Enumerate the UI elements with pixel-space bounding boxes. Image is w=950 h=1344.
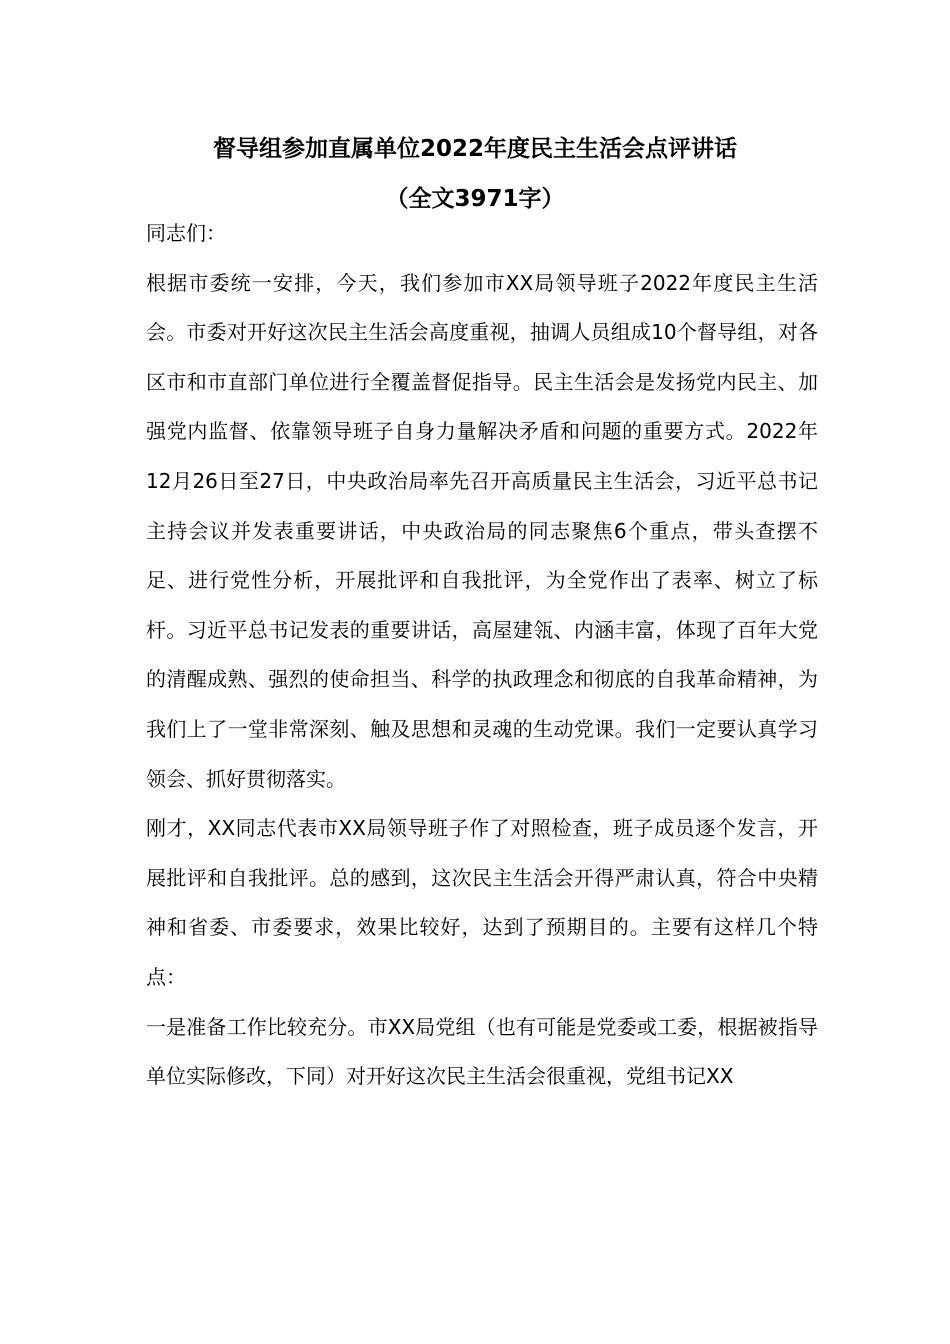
paragraph-3: 一是准备工作比较充分。市XX局党组（也有可能是党委或工委，根据被指导单位实际修改，下同）对开好这次民主生活会很重视，党组书记XX bbox=[146, 1014, 818, 1089]
paragraph-1: 根据市委统一安排，今天，我们参加市XX局领导班子2022年度民主生活会。市委对开好这次民主生活会高度重视，抽调人员组成10个督导组，对各区市和市直部门单位进行全覆盖督促指导。民主生活会是发扬党内民主、加强党内监督、依靠领导班子自身力量解决矛盾和问题的重要方式。2022年12月26日至27日，中央政治局率先召开高质量民主生活会，习近平总书记主持会议并发表重要讲话，中央政治局的同志聚焦6个重点，带头查摆不足、进行党性分析，开展批评和自我批评，为全党作出了表率、树立了标杆。习近平总书记发表的重要讲话，高屋建瓴、内涵丰富，体现了百年大党的清醒成熟、强烈的使命担当、科学的执政理念和彻底的自我革命精神，为我们上了一堂非常深刻、触及思想和灵魂的生动党课。我们一定要认真学习领会、抓好贯彻落实。 bbox=[146, 270, 818, 791]
document-subtitle: （全文3971字） bbox=[385, 186, 565, 212]
salutation: 同志们： bbox=[146, 221, 226, 245]
paragraph-2: 刚才，XX同志代表市XX局领导班子作了对照检查，班子成员逐个发言，开展批评和自我批评。总的感到，这次民主生活会开得严肃认真，符合中央精神和省委、市委要求，效果比较好，达到了预期目的。主要有这样几个特点： bbox=[146, 816, 818, 989]
document-body bbox=[146, 209, 818, 1102]
document-title: 督导组参加直属单位2022年度民主生活会点评讲话 bbox=[212, 136, 737, 162]
